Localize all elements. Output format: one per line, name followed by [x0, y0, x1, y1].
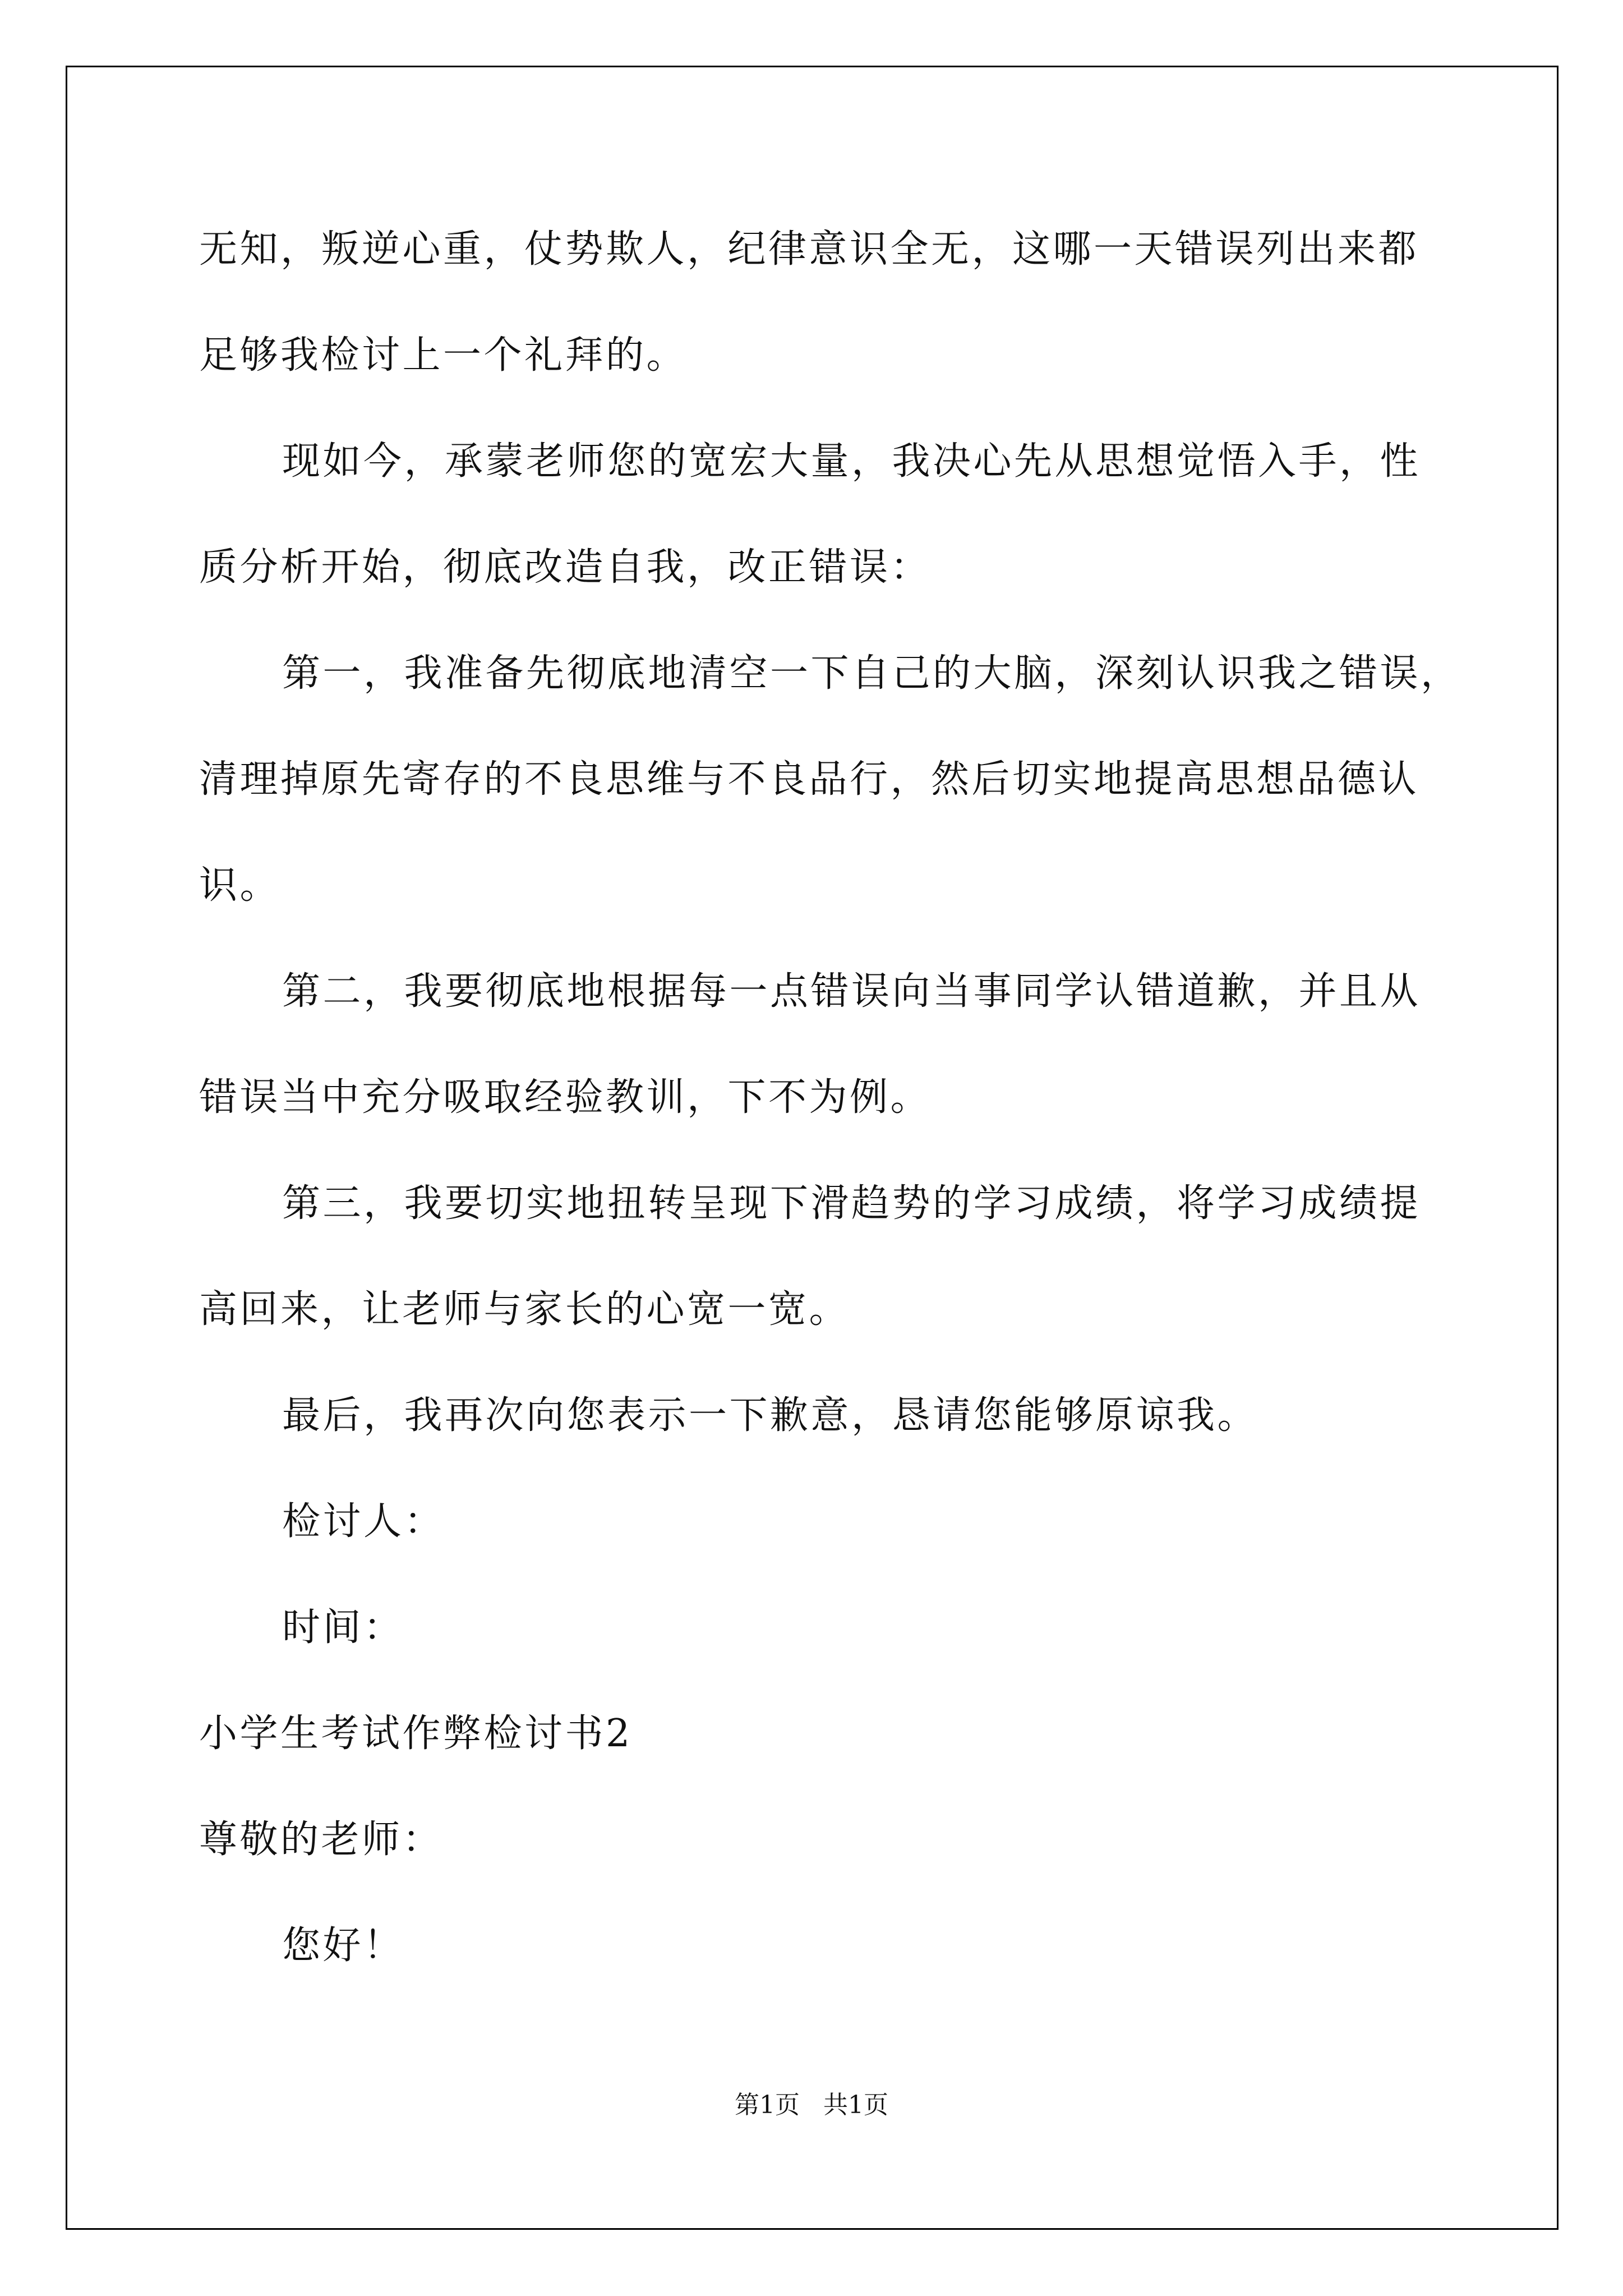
- page-border: [66, 66, 1559, 2230]
- page-footer: 第1页 共1页: [735, 2091, 888, 2119]
- paragraph-line: 无知，叛逆心重，仗势欺人，纪律意识全无，这哪一天错误列出来都: [199, 227, 1419, 272]
- paragraph-line: 足够我检讨上一个礼拜的。: [199, 333, 688, 378]
- paragraph-line: 第二，我要彻底地根据每一点错误向当事同学认错道歉，并且从: [282, 969, 1421, 1014]
- section-title: 小学生考试作弊检讨书2: [199, 1711, 633, 1756]
- paragraph-line: 清理掉原先寄存的不良思维与不良品行，然后切实地提高思想品德认: [199, 757, 1419, 802]
- salutation: 尊敬的老师：: [199, 1818, 444, 1862]
- date-label: 时间：: [282, 1605, 404, 1650]
- paragraph-line: 识。: [199, 863, 281, 908]
- greeting: 您好！: [282, 1924, 404, 1968]
- signature-label: 检讨人：: [282, 1499, 445, 1544]
- paragraph-line: 错误当中充分吸取经验教训，下不为例。: [199, 1075, 932, 1120]
- paragraph-line: 现如今，承蒙老师您的宽宏大量，我决心先从思想觉悟入手，性: [282, 439, 1421, 484]
- paragraph-line: 第一，我准备先彻底地清空一下自己的大脑，深刻认识我之错误，: [282, 651, 1461, 696]
- paragraph-line: 高回来，让老师与家长的心宽一宽。: [199, 1287, 850, 1332]
- paragraph-line: 最后，我再次向您表示一下歉意，恳请您能够原谅我。: [282, 1393, 1258, 1438]
- paragraph-line: 第三，我要切实地扭转呈现下滑趋势的学习成绩，将学习成绩提: [282, 1181, 1421, 1226]
- paragraph-line: 质分析开始，彻底改造自我，改正错误：: [199, 545, 932, 590]
